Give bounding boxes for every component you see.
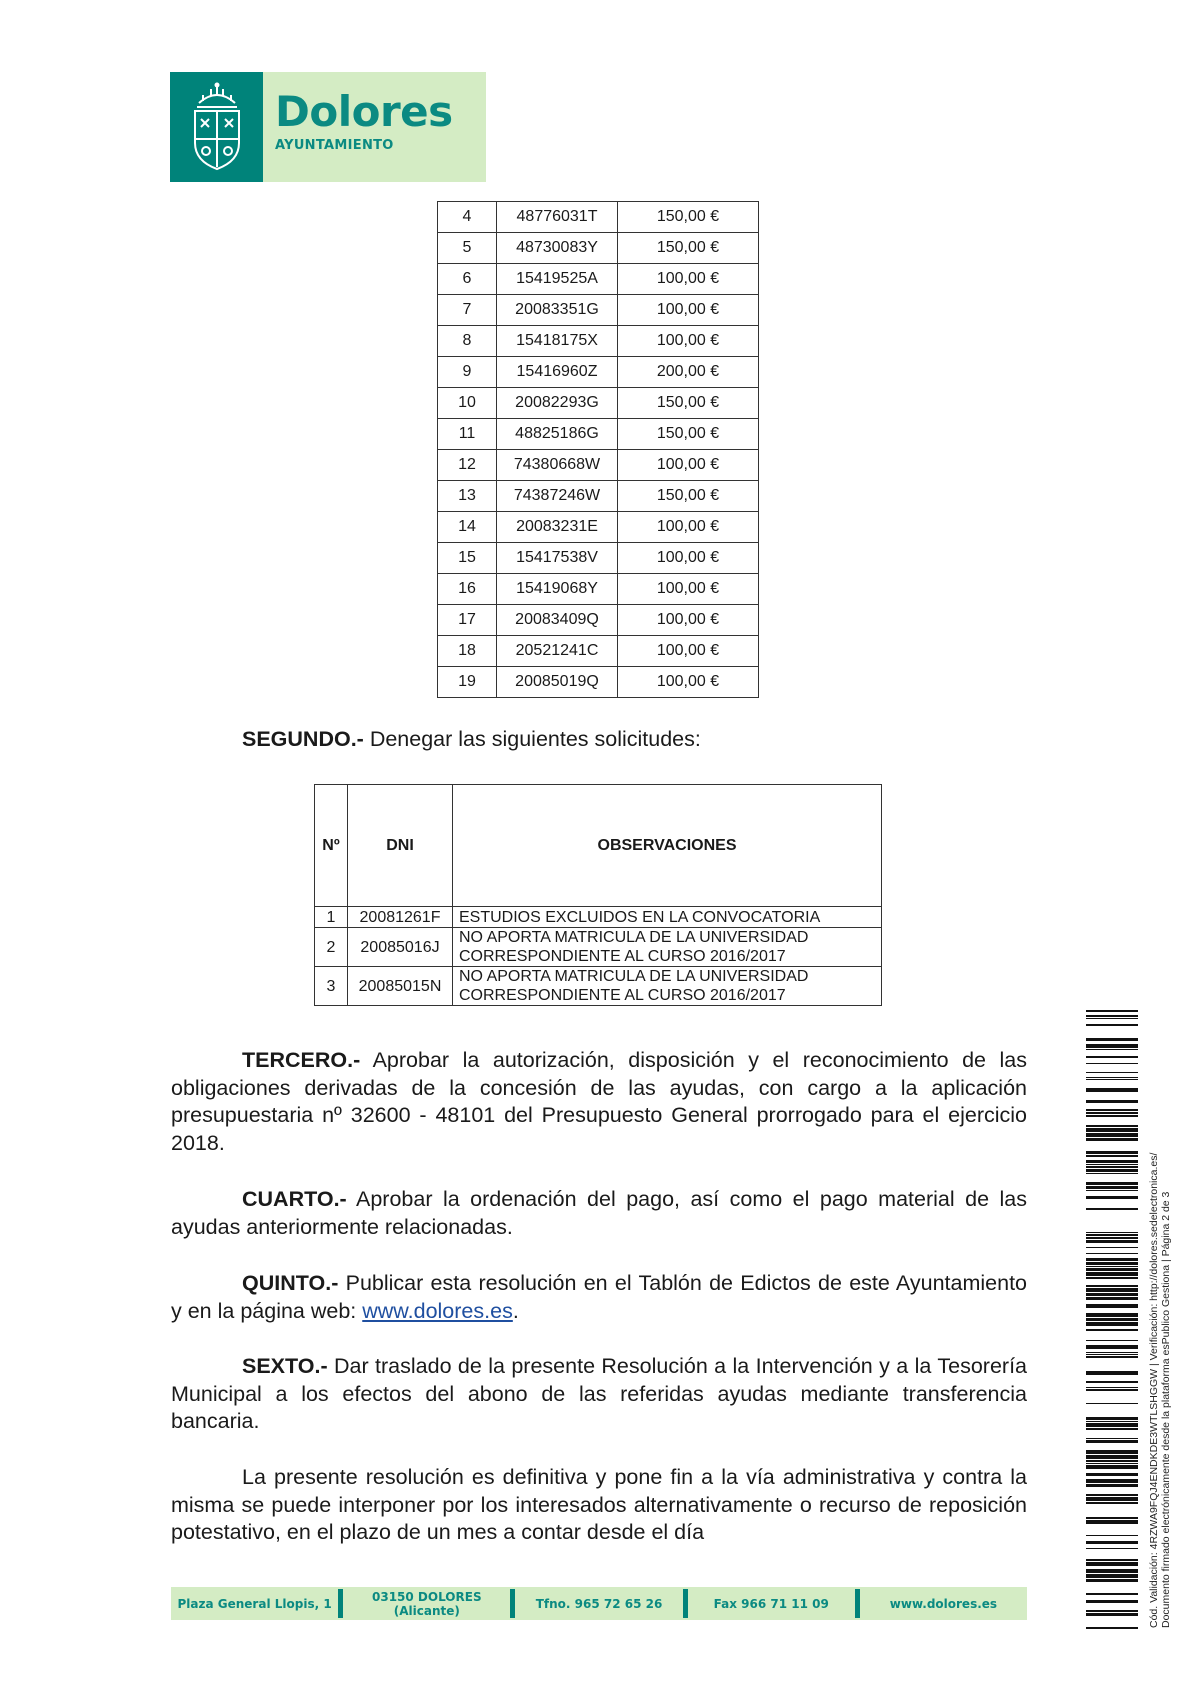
row-number: 2 <box>315 928 348 967</box>
row-amount: 100,00 € <box>618 326 759 357</box>
logo-name: Dolores <box>275 87 453 136</box>
row-dni: 20083351G <box>497 295 618 326</box>
table-row <box>438 450 759 481</box>
validation-text <box>1148 1068 1172 1628</box>
footer-postal: 03150 DOLORES (Alicante) <box>372 1589 482 1618</box>
segundo-text: Denegar las siguientes solicitudes: <box>363 727 701 751</box>
observation-line: NO APORTA MATRICULA DE LA UNIVERSIDAD <box>459 968 809 985</box>
table-row <box>438 481 759 512</box>
row-amount: 100,00 € <box>618 605 759 636</box>
table-row <box>315 967 882 1006</box>
row-dni: 15417538V <box>497 543 618 574</box>
table-row <box>438 295 759 326</box>
header-number: Nº <box>315 785 348 907</box>
row-number: 18 <box>438 636 497 667</box>
header-dni: DNI <box>348 785 453 907</box>
row-dni: 15419068Y <box>497 574 618 605</box>
cuarto-paragraph <box>171 1186 1027 1241</box>
sexto-paragraph <box>171 1353 1027 1436</box>
quinto-text: Publicar esta resolución en el Tablón de Edictos de este Ayuntamiento y en la página web: <box>171 1271 1027 1323</box>
tercero-label: TERCERO.- <box>242 1048 361 1072</box>
row-dni: 74380668W <box>497 450 618 481</box>
row-amount: 150,00 € <box>618 202 759 233</box>
table-row <box>438 326 759 357</box>
quinto-end: . <box>512 1298 519 1323</box>
footer-address: Plaza General Llopis, 1 <box>177 1596 332 1611</box>
approved-table <box>437 201 759 698</box>
row-amount: 150,00 € <box>618 233 759 264</box>
sexto-text: Dar traslado de la presente Resolución a la Intervención y a la Tesorería Municipal a los efectos del abono de las referidas ayudas mediante transferencia bancaria. <box>171 1354 1027 1434</box>
row-dni: 20085016J <box>348 928 453 967</box>
row-dni: 15418175X <box>497 326 618 357</box>
observation-line: CORRESPONDIENTE AL CURSO 2016/2017 <box>459 948 786 965</box>
table-row <box>438 264 759 295</box>
row-dni: 74387246W <box>497 481 618 512</box>
row-amount: 150,00 € <box>618 481 759 512</box>
row-dni: 15416960Z <box>497 357 618 388</box>
row-amount: 100,00 € <box>618 543 759 574</box>
table-row <box>438 357 759 388</box>
row-number: 14 <box>438 512 497 543</box>
final-text: La presente resolución es definitiva y pone fin a la vía administrativa y contra la misma se puede interponer por los interesados alternativamente o recurso de reposición potestativo, en el plazo de un mes a contar desde el día <box>171 1465 1027 1545</box>
ayuntamiento-logo <box>170 72 486 182</box>
row-dni: 20082293G <box>497 388 618 419</box>
tercero-paragraph <box>171 1047 1027 1158</box>
row-observation <box>453 928 882 967</box>
logo-subtitle: AYUNTAMIENTO <box>275 138 394 153</box>
quinto-paragraph <box>171 1270 1027 1325</box>
row-amount: 100,00 € <box>618 574 759 605</box>
footer-phone: Tfno. 965 72 65 26 <box>535 1596 663 1611</box>
denied-table <box>314 784 882 1006</box>
table-row <box>438 202 759 233</box>
row-number: 19 <box>438 667 497 698</box>
row-amount: 100,00 € <box>618 636 759 667</box>
row-dni: 48825186G <box>497 419 618 450</box>
row-number: 3 <box>315 967 348 1006</box>
segundo-label: SEGUNDO.- <box>242 727 364 751</box>
row-amount: 150,00 € <box>618 419 759 450</box>
row-dni: 20085015N <box>348 967 453 1006</box>
row-dni: 20521241C <box>497 636 618 667</box>
row-amount: 100,00 € <box>618 450 759 481</box>
row-dni: 20083231E <box>497 512 618 543</box>
table-row <box>438 419 759 450</box>
row-number: 12 <box>438 450 497 481</box>
row-number: 11 <box>438 419 497 450</box>
row-number: 4 <box>438 202 497 233</box>
tercero-text: Aprobar la autorización, disposición y el reconocimiento de las obligaciones derivadas de la concesión de las ayudas, con cargo a la aplicación presupuestaria nº 32600 - 48101 del Presupuesto General prorrogado para el ejercicio 2018. <box>171 1048 1027 1156</box>
row-number: 7 <box>438 295 497 326</box>
row-dni: 15419525A <box>497 264 618 295</box>
row-number: 8 <box>438 326 497 357</box>
row-number: 1 <box>315 907 348 928</box>
row-number: 6 <box>438 264 497 295</box>
validation-line: Documento firmado electrónicamente desde la plataforma esPublico Gestiona | Página 2 de 3 <box>1160 1191 1172 1628</box>
table-row <box>438 233 759 264</box>
segundo-paragraph <box>242 727 701 752</box>
row-number: 17 <box>438 605 497 636</box>
observation-line: CORRESPONDIENTE AL CURSO 2016/2017 <box>459 987 786 1004</box>
validation-line: Cód. Validación: 4RZWA9FQJ4ENDKDE3WTLSHGGW | Verificación: http://dolores.sedelectronica.es/ <box>1148 1152 1160 1628</box>
row-observation <box>453 907 882 928</box>
table-row <box>438 543 759 574</box>
row-dni: 20081261F <box>348 907 453 928</box>
row-dni: 48730083Y <box>497 233 618 264</box>
barcode-icon <box>1086 1010 1138 1630</box>
table-row <box>438 605 759 636</box>
row-number: 16 <box>438 574 497 605</box>
sexto-label: SEXTO.- <box>242 1354 328 1378</box>
row-amount: 150,00 € <box>618 388 759 419</box>
footer-web: www.dolores.es <box>889 1596 998 1611</box>
row-dni: 20083409Q <box>497 605 618 636</box>
row-amount: 100,00 € <box>618 512 759 543</box>
table-row <box>438 512 759 543</box>
row-dni: 20085019Q <box>497 667 618 698</box>
table-row <box>438 667 759 698</box>
row-dni: 48776031T <box>497 202 618 233</box>
quinto-label: QUINTO.- <box>242 1271 339 1295</box>
row-amount: 100,00 € <box>618 667 759 698</box>
footer-bar <box>171 1587 1027 1620</box>
cuarto-label: CUARTO.- <box>242 1187 347 1211</box>
table-row <box>315 907 882 928</box>
row-amount: 100,00 € <box>618 264 759 295</box>
row-amount: 200,00 € <box>618 357 759 388</box>
observation-line: NO APORTA MATRICULA DE LA UNIVERSIDAD <box>459 929 809 946</box>
website-link[interactable]: www.dolores.es <box>362 1298 513 1323</box>
row-number: 5 <box>438 233 497 264</box>
footer-fax: Fax 966 71 11 09 <box>713 1596 829 1611</box>
row-number: 10 <box>438 388 497 419</box>
row-number: 13 <box>438 481 497 512</box>
header-observaciones: OBSERVACIONES <box>453 785 882 907</box>
table-row <box>438 636 759 667</box>
row-amount: 100,00 € <box>618 295 759 326</box>
table-row <box>438 388 759 419</box>
table-row <box>315 928 882 967</box>
row-number: 9 <box>438 357 497 388</box>
observation-line: ESTUDIOS EXCLUIDOS EN LA CONVOCATORIA <box>459 908 821 926</box>
row-observation <box>453 967 882 1006</box>
table-row <box>438 574 759 605</box>
cuarto-text: Aprobar la ordenación del pago, así como el pago material de las ayudas anteriormente relacionadas. <box>171 1187 1027 1239</box>
row-number: 15 <box>438 543 497 574</box>
crest-icon <box>170 72 263 182</box>
final-paragraph <box>171 1464 1027 1547</box>
